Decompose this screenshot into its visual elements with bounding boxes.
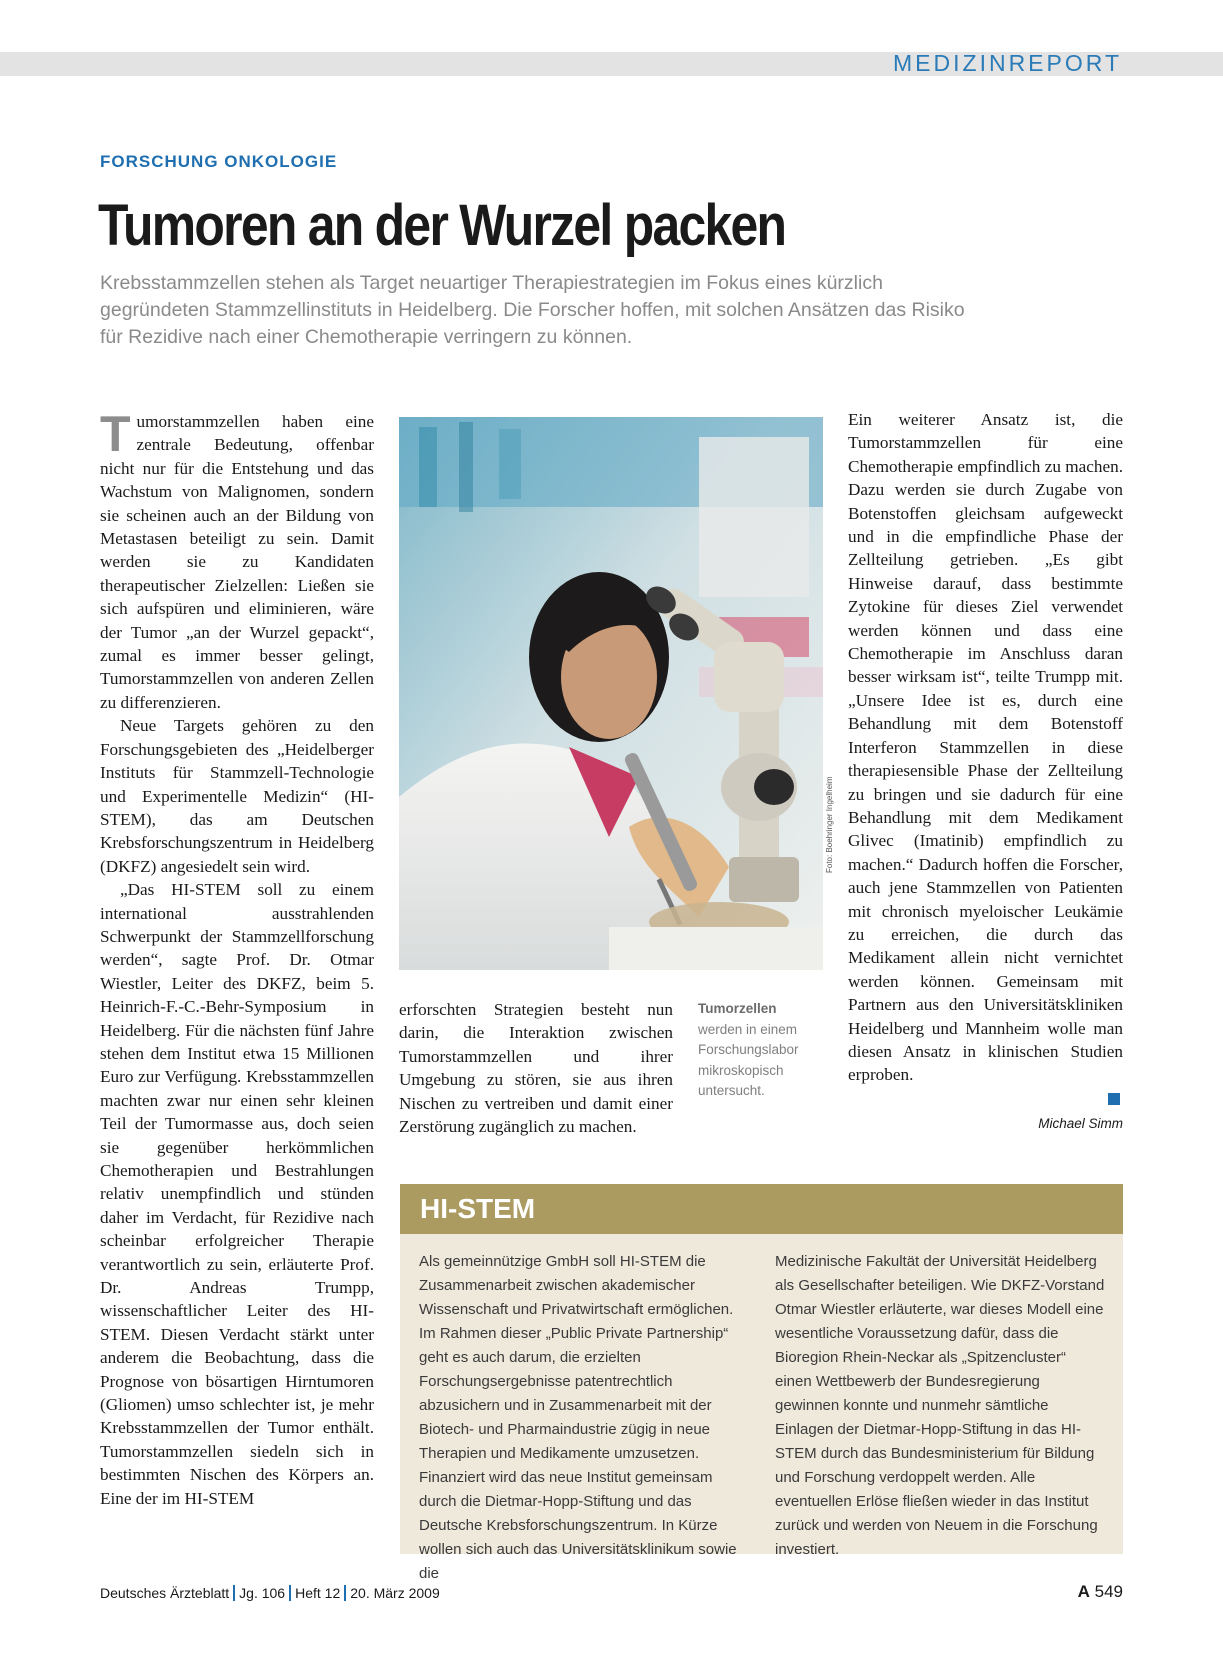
journal-name: Deutsches Ärzteblatt [100, 1585, 230, 1601]
info-box-header [400, 1184, 1123, 1234]
scientist-microscope-image [399, 417, 823, 970]
footer-citation [100, 1585, 440, 1601]
drop-cap: T [100, 410, 131, 462]
paragraph: „Das HI-STEM soll zu einem international ausstrahlenden Schwerpunkt der Stammzellforschung werden“, sagte Prof. Dr. Otmar Wiestler, Leiter des DKFZ, beim 5. Heinrich-F.-C.-Behr-Symposium in Heidelberg. Für die nächsten fünf Jahre stehen dem Institut etwa 15 Millionen Euro zur Verfügung. Krebsstammzellen machten zwar nur einen sehr kleinen Teil der Tumormasse aus, doch seien sie gegenüber herkömmlichen Chemotherapien und Bestrahlungen relativ unempfindlich und stünden daher im Verdacht, für Rezidive nach scheinbar erfolgreicher Therapie verantwortlich zu sein, erläuterte Prof. Dr. Andreas Trumpp, wissenschaftlicher Leiter des HI-STEM. Diesen Verdacht stärkt unter anderem die Beobachtung, dass die Prognose von bösartigen Hirntumoren (Gliomen) umso schlechter ist, je mehr Krebsstammzellen der Tumor enthält. Tumorstammzellen siedeln sich in bestimmten Nischen des Körpers an. Eine der im HI-STEM [100, 880, 374, 1508]
text-column-3 [848, 408, 1123, 1087]
volume: Jg. 106 [239, 1585, 286, 1601]
photo-credit: Foto: Boehringer Ingelheim [825, 776, 834, 873]
page-number-value: 549 [1094, 1582, 1123, 1601]
paragraph [100, 410, 374, 714]
separator [289, 1585, 291, 1601]
info-box-title: HI-STEM [420, 1193, 536, 1224]
paragraph-text: umorstammzellen haben eine zentrale Bedeutung, offenbar nicht nur für die Entstehung und das Wachstum von Malignomen, sondern sie scheinen auch an der Bildung von Metastasen beteiligt zu sein. Damit werden sie zu Kandidaten therapeutischer Zielzellen: Ließen sie sich aufspüren und eliminieren, wäre der Tumor „an der Wurzel gepackt“, zumal es immer besser gelingt, Tumorstammzellen von anderen Zellen zu differenzieren. [100, 412, 374, 712]
author-name: Michael Simm [1038, 1116, 1123, 1131]
paragraph: Neue Targets gehören zu den Forschungsgebieten des „Heidelberger Instituts für Stammzell-Technologie und Experimentelle Medizin“ (HI-STEM), das am Deutschen Krebsforschungszentrum in Heidelberg (DKFZ) angesiedelt sein wird. [100, 716, 374, 876]
section-label: MEDIZINREPORT [893, 50, 1122, 76]
info-box-column-2: Medizinische Fakultät der Universität Heidelberg als Gesellschafter beteiligen. Wie DKFZ-Vorstand Otmar Wiestler erläuterte, war dieses Modell eine wesentliche Voraussetzung dafür, dass die Bioregion Rhein-Neckar als „Spitzencluster“ einen Wettbewerb der Bundesregierung gewinnen konnte und nunmehr sämtliche Einlagen der Dietmar-Hopp-Stiftung in das HI-STEM durch das Bundesministerium für Bildung und Forschung verdoppelt werden. Alle eventuellen Erlöse fließen wieder in das Institut zurück und werden von Neuem in die Forschung investiert. [775, 1253, 1105, 1558]
info-box [400, 1184, 1123, 1582]
paragraph: Ein weiterer Ansatz ist, die Tumorstammzellen für eine Chemotherapie empfindlich zu machen. Dazu werden sie durch Zugabe von Botenstoffen gleichsam aufgeweckt und in die empfindliche Phase der Zellteilung getrieben. „Es gibt Hinweise darauf, dass bestimmte Zytokine für dieses Ziel verwendet werden können und dass eine Chemotherapie im Anschluss daran besser wirksam ist“, teilte Trumpp mit. „Unsere Idee ist es, durch eine Behandlung mit dem Botenstoff Interferon Stammzellen in diese therapiesensible Phase der Zellteilung zu bringen und sie dadurch für eine Behandlung mit dem Medikament Glivec (Imatinib) empfindlich zu machen.“ Dadurch hoffen die Forscher, auch jene Stammzellen von Patienten mit chronisch myeloischer Leukämie zu erreichen, die durch das Medikament allein nicht vernichtet werden können. Gemeinsam mit Partnern aus den Universitätskliniken Heidelberg und Mannheim wolle man diesen Ansatz in klinischen Studien erproben. [848, 410, 1123, 1085]
end-of-article-mark [1108, 1093, 1120, 1105]
separator [344, 1585, 346, 1601]
article-lead: Krebsstammzellen stehen als Target neuartiger Therapiestrategien im Fokus eines kürzlich gegründeten Stammzellinstituts in Heidelberg. Die Forscher hoffen, mit solchen Ansätzen das Risiko für Rezidive nach einer Chemotherapie verringern zu können. [100, 272, 965, 348]
paragraph: erforschten Strategien besteht nun darin, die Interaktion zwischen Tumorstammzellen und ihrer Umgebung zu stören, sie aus ihren Nischen zu vertreiben und damit einer Zerstörung zugänglich zu machen. [399, 1000, 673, 1137]
caption-text: werden in einem Forschungslabor mikroskopisch untersucht. [698, 1021, 799, 1098]
lab-photo [399, 417, 823, 970]
separator [233, 1585, 235, 1601]
info-box-column-1: Als gemeinnützige GmbH soll HI-STEM die Zusammenarbeit zwischen akademischer Wissenschaft und Privatwirtschaft ermöglichen. Im Rahmen dieser „Public Private Partnership“ geht es auch darum, die erzielten Forschungsergebnisse patentrechtlich abzusichern und in Zusammenarbeit mit der Biotech- und Pharmaindustrie zügig in neue Therapien und Medikamente umzusetzen. Finanziert wird das neue Institut gemeinsam durch die Dietmar-Hopp-Stiftung und das Deutsche Krebsforschungszentrum. In Kürze wollen sich auch das Universitätsklinikum sowie die [419, 1253, 737, 1582]
page-number [1078, 1582, 1123, 1602]
article-title: Tumoren an der Wurzel packen [98, 193, 786, 258]
page-prefix: A [1077, 1582, 1090, 1601]
caption-title: Tumorzellen [698, 1001, 777, 1016]
photo-caption [698, 999, 818, 1102]
issue: Heft 12 [295, 1585, 341, 1601]
text-column-2 [399, 998, 673, 1138]
issue-date: 20. März 2009 [350, 1585, 440, 1601]
article-kicker: FORSCHUNG ONKOLOGIE [100, 152, 338, 171]
text-column-1 [100, 410, 374, 1560]
